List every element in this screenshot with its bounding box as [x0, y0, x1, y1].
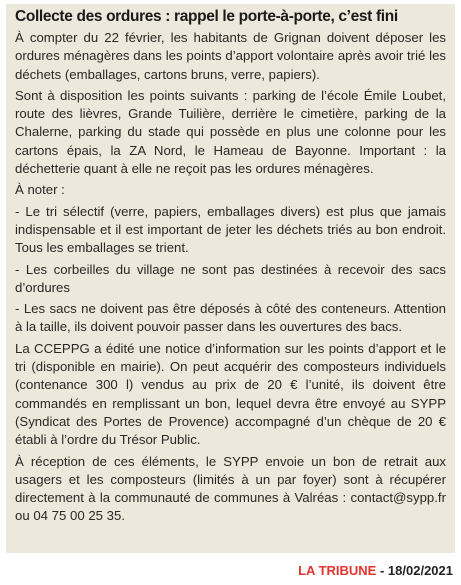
article-paragraph-note-3: - Les sacs ne doivent pas être déposés à côté des conteneurs. Attention à la taille, ils doivent pouvoir passer dans les ouvertures des bacs. — [15, 301, 446, 335]
source-separator: - — [376, 563, 388, 578]
article-paragraph-2: Sont à disposition les points suivants : parking de l’école Émile Loubet, route des lièvres, Grande Tuilière, derrière le cimetière, parking de la Chalerne, parking du stade qui possède en plus une colonne pour les cartons épais, la ZA Nord, le Hameau de Bayonne. Important : la déchetterie quant à elle ne reçoit pas les ordures ménagères. — [15, 87, 446, 177]
source-credit — [298, 563, 453, 578]
article-paragraph-note-heading: À noter : — [15, 182, 65, 198]
article-headline: Collecte des ordures : rappel le porte-à-porte, c’est fini — [15, 8, 398, 25]
article-paragraph-1: À compter du 22 février, les habitants de Grignan doivent déposer les ordures ménagères dans les points d’apport volontaire après avoir trié les déchets (emballages, cartons bruns, verre, papiers). — [15, 30, 446, 82]
source-name: LA TRIBUNE — [298, 563, 377, 578]
article-paragraph-reception: À réception de ces éléments, le SYPP envoie un bon de retrait aux usagers et les composteurs (limités à un par foyer) sont à récupérer directement à la communauté de communes à Valréas : contact@sypp.fr ou 04 75 00 25 35. — [15, 453, 446, 524]
article-paragraph-note-2: - Les corbeilles du village ne sont pas destinées à recevoir des sacs d’ordures — [15, 261, 446, 295]
publication-date: 18/02/2021 — [387, 563, 453, 578]
article-paragraph-note-1: - Le tri sélectif (verre, papiers, emballages divers) est plus que jamais indispensable et il est important de jeter les déchets triés au bon endroit. Tous les emballages se trient. — [15, 203, 446, 256]
article-paragraph-notice: La CCEPPG a édité une notice d’information sur les points d’apport et le tri (disponible en mairie). On peut acquérir des composteurs individuels (contenance 300 l) vendus au prix de 20 € l’unité, ils doivent être commandés en remplissant un bon, lequel devra être envoyé au SYPP (Syndicat des Portes de Provence) accompagné d’un chèque de 20 € établi à l’ordre du Trésor Public. — [15, 340, 446, 448]
newspaper-clipping — [6, 4, 455, 553]
